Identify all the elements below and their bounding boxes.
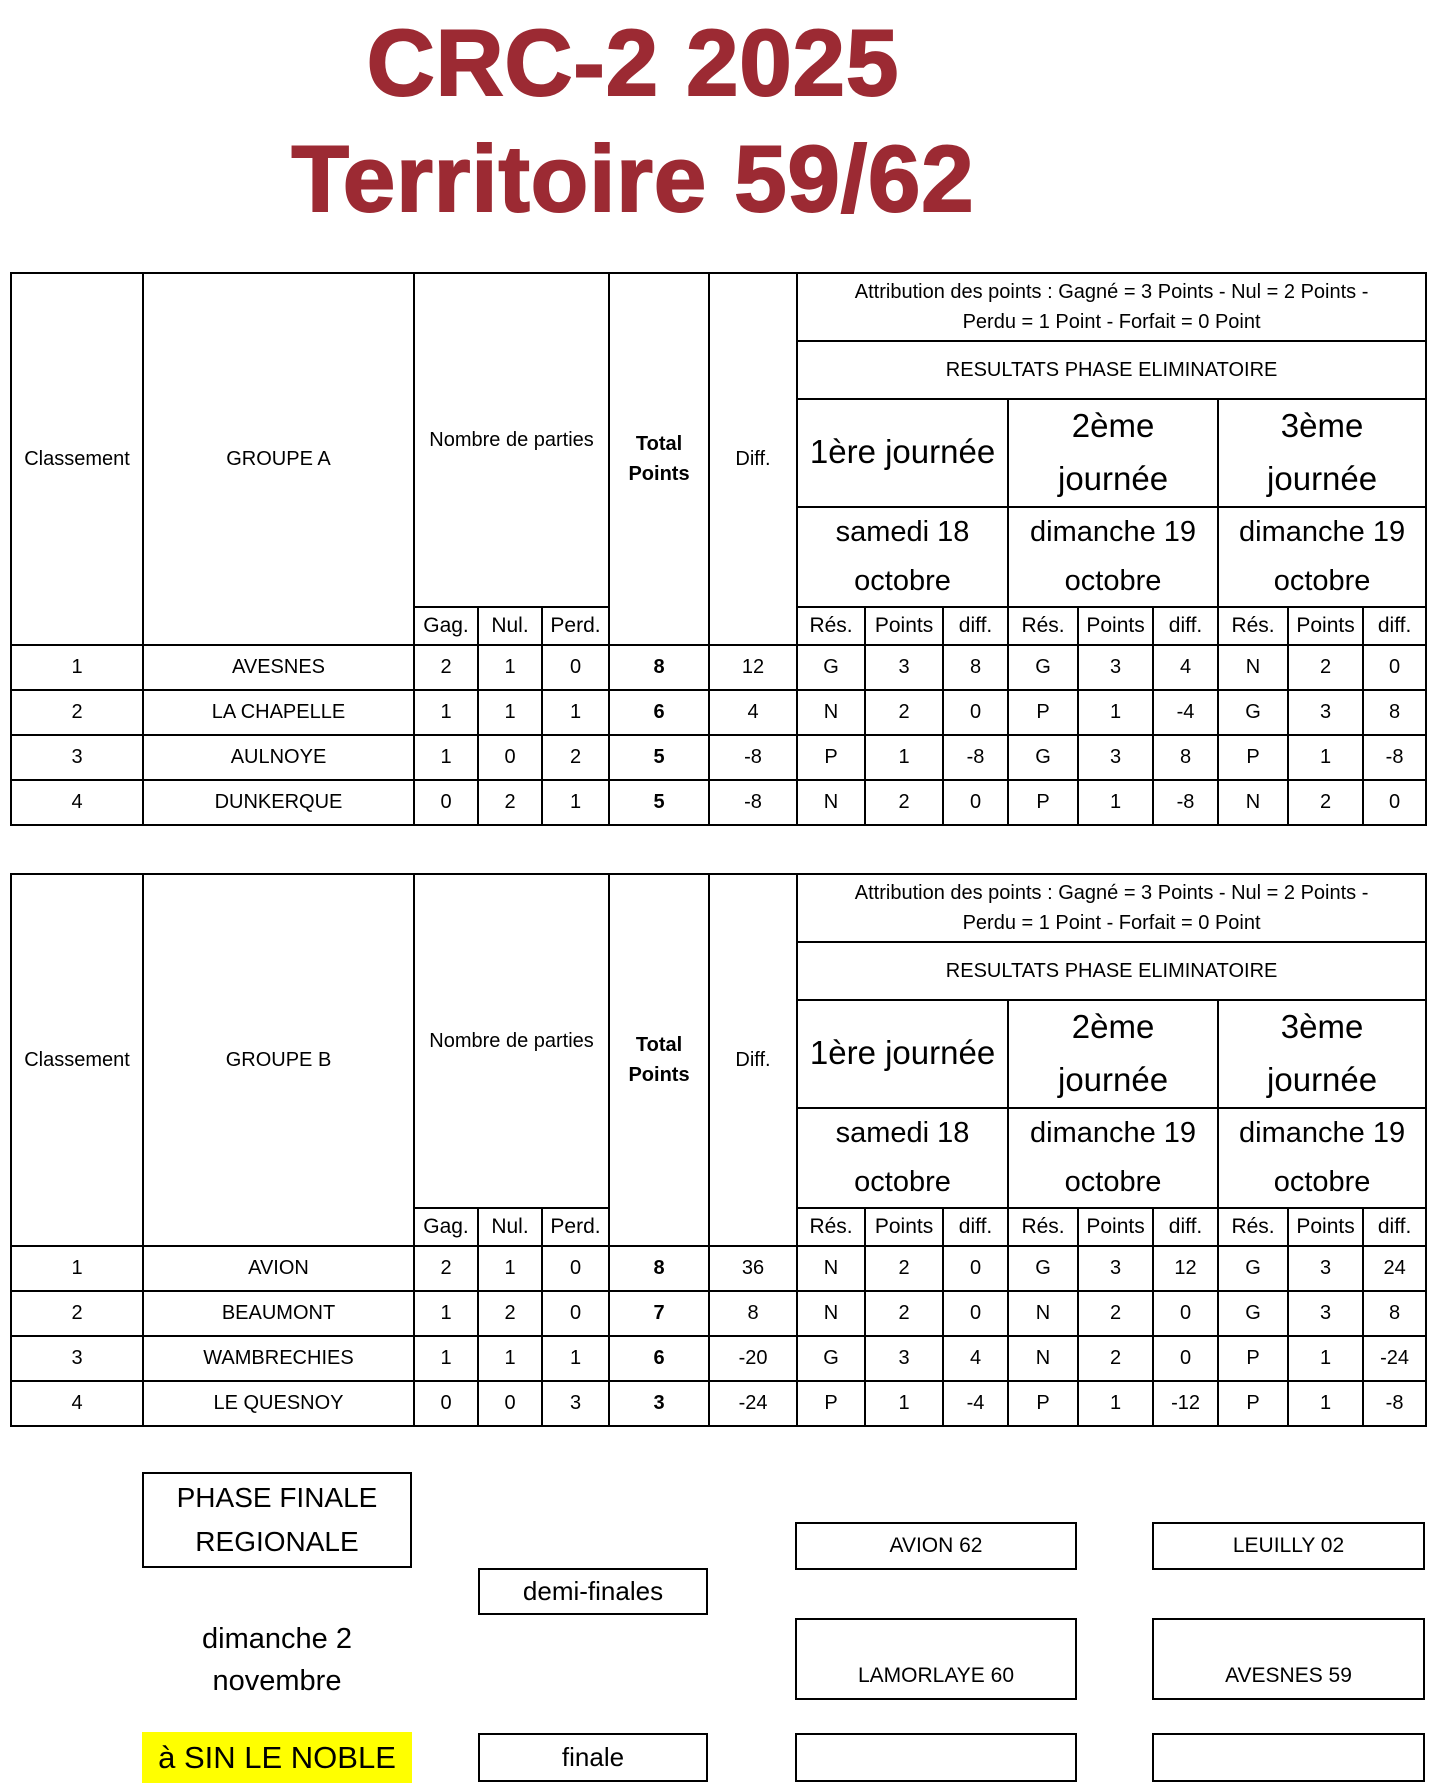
won-cell: 0 bbox=[414, 1381, 478, 1426]
j1-points-header: Points bbox=[865, 607, 943, 645]
j1-result-cell: P bbox=[797, 735, 865, 780]
perd-header: Perd. bbox=[542, 607, 609, 645]
resultats-header: RESULTATS PHASE ELIMINATOIRE bbox=[797, 341, 1426, 399]
j2-diff-cell: -12 bbox=[1153, 1381, 1218, 1426]
j2-res-header: Rés. bbox=[1008, 1208, 1078, 1246]
total-points-cell: 5 bbox=[609, 735, 709, 780]
rank-cell: 1 bbox=[11, 645, 143, 690]
attribution-line2: Perdu = 1 Point - Forfait = 0 Point bbox=[962, 912, 1261, 934]
j2-result-cell: N bbox=[1008, 1291, 1078, 1336]
j3-result-cell: P bbox=[1218, 735, 1288, 780]
semifinal-1-team-1-box: AVION 62 bbox=[795, 1522, 1077, 1570]
attribution-line1: Attribution des points : Gagné = 3 Points - Nul = 2 Points - bbox=[854, 882, 1369, 904]
j1-points-cell: 2 bbox=[865, 1291, 943, 1336]
resultats-header: RESULTATS PHASE ELIMINATOIRE bbox=[797, 942, 1426, 1000]
j1-points-cell: 2 bbox=[865, 780, 943, 825]
j1-result-cell: G bbox=[797, 645, 865, 690]
j3-diff-cell: 0 bbox=[1363, 780, 1426, 825]
group-a-label: GROUPE A bbox=[143, 273, 414, 645]
gag-header: Gag. bbox=[414, 607, 478, 645]
j2-points-cell: 1 bbox=[1078, 690, 1153, 735]
j3-res-header: Rés. bbox=[1218, 607, 1288, 645]
j3-points-cell: 3 bbox=[1288, 1291, 1363, 1336]
j3-points-cell: 2 bbox=[1288, 780, 1363, 825]
journee-1-date: samedi 18 octobre bbox=[797, 507, 1008, 608]
j1-result-cell: P bbox=[797, 1381, 865, 1426]
j2-points-cell: 3 bbox=[1078, 645, 1153, 690]
phase-finale-date: dimanche 2 novembre bbox=[202, 1623, 352, 1697]
draw-cell: 0 bbox=[478, 735, 542, 780]
total-points-cell: 6 bbox=[609, 1336, 709, 1381]
j2-result-cell: P bbox=[1008, 690, 1078, 735]
rank-cell: 3 bbox=[11, 735, 143, 780]
j2-result-cell: P bbox=[1008, 1381, 1078, 1426]
diff-cell: 36 bbox=[709, 1246, 797, 1291]
j2-result-cell: G bbox=[1008, 645, 1078, 690]
j1-points-cell: 2 bbox=[865, 1246, 943, 1291]
team-cell: AVESNES bbox=[143, 645, 414, 690]
j2-diff-header: diff. bbox=[1153, 1208, 1218, 1246]
won-cell: 1 bbox=[414, 1291, 478, 1336]
j1-diff-cell: -8 bbox=[943, 735, 1008, 780]
j1-result-cell: G bbox=[797, 1336, 865, 1381]
draw-cell: 1 bbox=[478, 645, 542, 690]
diff-header: Diff. bbox=[709, 874, 797, 1246]
j2-points-cell: 3 bbox=[1078, 1246, 1153, 1291]
j2-diff-cell: 0 bbox=[1153, 1336, 1218, 1381]
table-row bbox=[11, 690, 1426, 735]
draw-cell: 2 bbox=[478, 1291, 542, 1336]
j2-points-cell: 1 bbox=[1078, 780, 1153, 825]
diff-cell: 4 bbox=[709, 690, 797, 735]
won-cell: 1 bbox=[414, 1336, 478, 1381]
j1-diff-header: diff. bbox=[943, 607, 1008, 645]
j2-result-cell: G bbox=[1008, 735, 1078, 780]
j3-points-header: Points bbox=[1288, 607, 1363, 645]
j1-diff-cell: -4 bbox=[943, 1381, 1008, 1426]
phase-finale-title-box: PHASE FINALE REGIONALE bbox=[142, 1472, 412, 1568]
j2-points-cell: 2 bbox=[1078, 1336, 1153, 1381]
j3-result-cell: G bbox=[1218, 1291, 1288, 1336]
lost-cell: 1 bbox=[542, 690, 609, 735]
j3-diff-cell: 8 bbox=[1363, 690, 1426, 735]
j2-result-cell: G bbox=[1008, 1246, 1078, 1291]
j3-res-header: Rés. bbox=[1218, 1208, 1288, 1246]
table-row bbox=[11, 1246, 1426, 1291]
won-cell: 2 bbox=[414, 1246, 478, 1291]
journee-3-header: 3ème journée bbox=[1218, 1000, 1426, 1108]
j3-result-cell: N bbox=[1218, 645, 1288, 690]
finale-label-box: finale bbox=[478, 1733, 708, 1782]
j1-diff-cell: 0 bbox=[943, 1246, 1008, 1291]
finale-slot-2-box bbox=[1152, 1733, 1425, 1782]
j1-result-cell: N bbox=[797, 780, 865, 825]
attribution-header bbox=[797, 874, 1426, 942]
j2-points-cell: 3 bbox=[1078, 735, 1153, 780]
j2-points-header: Points bbox=[1078, 607, 1153, 645]
j2-result-cell: P bbox=[1008, 780, 1078, 825]
j3-points-cell: 1 bbox=[1288, 735, 1363, 780]
total-points-cell: 8 bbox=[609, 1246, 709, 1291]
draw-cell: 1 bbox=[478, 690, 542, 735]
table-row bbox=[11, 1381, 1426, 1426]
journee-1-date: samedi 18 octobre bbox=[797, 1108, 1008, 1209]
lost-cell: 1 bbox=[542, 1336, 609, 1381]
table-row bbox=[11, 735, 1426, 780]
j1-res-header: Rés. bbox=[797, 607, 865, 645]
j3-points-cell: 3 bbox=[1288, 690, 1363, 735]
j1-points-cell: 3 bbox=[865, 1336, 943, 1381]
nul-header: Nul. bbox=[478, 1208, 542, 1246]
j3-points-cell: 1 bbox=[1288, 1336, 1363, 1381]
j2-res-header: Rés. bbox=[1008, 607, 1078, 645]
j2-diff-header: diff. bbox=[1153, 607, 1218, 645]
j3-result-cell: P bbox=[1218, 1381, 1288, 1426]
team-cell: LE QUESNOY bbox=[143, 1381, 414, 1426]
j2-diff-cell: -4 bbox=[1153, 690, 1218, 735]
j2-points-cell: 2 bbox=[1078, 1291, 1153, 1336]
draw-cell: 0 bbox=[478, 1381, 542, 1426]
j3-points-cell: 3 bbox=[1288, 1246, 1363, 1291]
total-points-cell: 5 bbox=[609, 780, 709, 825]
classement-header: Classement bbox=[11, 273, 143, 645]
won-cell: 1 bbox=[414, 690, 478, 735]
total-points-cell: 6 bbox=[609, 690, 709, 735]
j3-diff-cell: 24 bbox=[1363, 1246, 1426, 1291]
j1-res-header: Rés. bbox=[797, 1208, 865, 1246]
team-cell: AULNOYE bbox=[143, 735, 414, 780]
team-cell: BEAUMONT bbox=[143, 1291, 414, 1336]
phase-finale-location-highlight: à SIN LE NOBLE bbox=[142, 1732, 412, 1783]
j3-diff-cell: 8 bbox=[1363, 1291, 1426, 1336]
diff-cell: 8 bbox=[709, 1291, 797, 1336]
semifinal-1-team-2-box: LAMORLAYE 60 bbox=[795, 1618, 1077, 1700]
semifinal-2-team-2-box: AVESNES 59 bbox=[1152, 1618, 1425, 1700]
lost-cell: 1 bbox=[542, 780, 609, 825]
team-cell: AVION bbox=[143, 1246, 414, 1291]
lost-cell: 3 bbox=[542, 1381, 609, 1426]
lost-cell: 0 bbox=[542, 1291, 609, 1336]
won-cell: 1 bbox=[414, 735, 478, 780]
j3-diff-cell: -8 bbox=[1363, 735, 1426, 780]
diff-cell: -24 bbox=[709, 1381, 797, 1426]
group-a-table bbox=[10, 272, 1427, 826]
team-cell: LA CHAPELLE bbox=[143, 690, 414, 735]
j2-diff-cell: -8 bbox=[1153, 780, 1218, 825]
rank-cell: 2 bbox=[11, 1291, 143, 1336]
table-row bbox=[11, 1336, 1426, 1381]
j1-result-cell: N bbox=[797, 1291, 865, 1336]
j1-points-header: Points bbox=[865, 1208, 943, 1246]
j1-points-cell: 1 bbox=[865, 735, 943, 780]
j3-diff-header: diff. bbox=[1363, 607, 1426, 645]
j2-diff-cell: 8 bbox=[1153, 735, 1218, 780]
rank-cell: 4 bbox=[11, 780, 143, 825]
j2-diff-cell: 12 bbox=[1153, 1246, 1218, 1291]
diff-cell: -8 bbox=[709, 735, 797, 780]
draw-cell: 1 bbox=[478, 1246, 542, 1291]
j3-points-cell: 2 bbox=[1288, 645, 1363, 690]
j1-diff-cell: 0 bbox=[943, 780, 1008, 825]
j3-diff-cell: -8 bbox=[1363, 1381, 1426, 1426]
attribution-line1: Attribution des points : Gagné = 3 Points - Nul = 2 Points - bbox=[854, 281, 1369, 303]
j1-diff-cell: 4 bbox=[943, 1336, 1008, 1381]
team-cell: DUNKERQUE bbox=[143, 780, 414, 825]
j3-diff-cell: 0 bbox=[1363, 645, 1426, 690]
lost-cell: 2 bbox=[542, 735, 609, 780]
diff-header: Diff. bbox=[709, 273, 797, 645]
group-b-label: GROUPE B bbox=[143, 874, 414, 1246]
journee-3-header: 3ème journée bbox=[1218, 399, 1426, 507]
total-points-cell: 3 bbox=[609, 1381, 709, 1426]
j3-points-cell: 1 bbox=[1288, 1381, 1363, 1426]
diff-cell: 12 bbox=[709, 645, 797, 690]
j1-result-cell: N bbox=[797, 1246, 865, 1291]
won-cell: 0 bbox=[414, 780, 478, 825]
total-points-cell: 8 bbox=[609, 645, 709, 690]
j2-diff-cell: 0 bbox=[1153, 1291, 1218, 1336]
rank-cell: 2 bbox=[11, 690, 143, 735]
j1-result-cell: N bbox=[797, 690, 865, 735]
draw-cell: 1 bbox=[478, 1336, 542, 1381]
table-row bbox=[11, 1291, 1426, 1336]
journee-2-date: dimanche 19 octobre bbox=[1008, 1108, 1218, 1209]
draw-cell: 2 bbox=[478, 780, 542, 825]
journee-1-header: 1ère journée bbox=[797, 1000, 1008, 1108]
gag-header: Gag. bbox=[414, 1208, 478, 1246]
table-row bbox=[11, 645, 1426, 690]
page-title-line1: CRC-2 2025 bbox=[366, 10, 900, 115]
nombre-parties-header: Nombre de parties bbox=[414, 273, 609, 607]
j1-diff-cell: 0 bbox=[943, 690, 1008, 735]
journee-1-header: 1ère journée bbox=[797, 399, 1008, 507]
classement-header: Classement bbox=[11, 874, 143, 1246]
j1-points-cell: 3 bbox=[865, 645, 943, 690]
j2-result-cell: N bbox=[1008, 1336, 1078, 1381]
j1-diff-cell: 8 bbox=[943, 645, 1008, 690]
journee-3-date: dimanche 19 octobre bbox=[1218, 1108, 1426, 1209]
j2-diff-cell: 4 bbox=[1153, 645, 1218, 690]
group-b-table bbox=[10, 873, 1427, 1427]
lost-cell: 0 bbox=[542, 1246, 609, 1291]
j3-result-cell: P bbox=[1218, 1336, 1288, 1381]
finale-slot-1-box bbox=[795, 1733, 1077, 1782]
table-row bbox=[11, 780, 1426, 825]
total-points-header: Total Points bbox=[609, 874, 709, 1246]
j3-result-cell: G bbox=[1218, 1246, 1288, 1291]
journee-2-header: 2ème journée bbox=[1008, 399, 1218, 507]
rank-cell: 4 bbox=[11, 1381, 143, 1426]
nul-header: Nul. bbox=[478, 607, 542, 645]
j3-diff-header: diff. bbox=[1363, 1208, 1426, 1246]
j3-result-cell: N bbox=[1218, 780, 1288, 825]
j1-diff-cell: 0 bbox=[943, 1291, 1008, 1336]
j3-result-cell: G bbox=[1218, 690, 1288, 735]
lost-cell: 0 bbox=[542, 645, 609, 690]
j2-points-header: Points bbox=[1078, 1208, 1153, 1246]
j1-points-cell: 2 bbox=[865, 690, 943, 735]
nombre-parties-header: Nombre de parties bbox=[414, 874, 609, 1208]
j3-diff-cell: -24 bbox=[1363, 1336, 1426, 1381]
attribution-header bbox=[797, 273, 1426, 341]
journee-3-date: dimanche 19 octobre bbox=[1218, 507, 1426, 608]
rank-cell: 1 bbox=[11, 1246, 143, 1291]
diff-cell: -20 bbox=[709, 1336, 797, 1381]
total-points-header: Total Points bbox=[609, 273, 709, 645]
journee-2-header: 2ème journée bbox=[1008, 1000, 1218, 1108]
semifinal-2-team-1-box: LEUILLY 02 bbox=[1152, 1522, 1425, 1570]
attribution-line2: Perdu = 1 Point - Forfait = 0 Point bbox=[962, 311, 1261, 333]
j3-points-header: Points bbox=[1288, 1208, 1363, 1246]
journee-2-date: dimanche 19 octobre bbox=[1008, 507, 1218, 608]
j2-points-cell: 1 bbox=[1078, 1381, 1153, 1426]
rank-cell: 3 bbox=[11, 1336, 143, 1381]
total-points-cell: 7 bbox=[609, 1291, 709, 1336]
j1-points-cell: 1 bbox=[865, 1381, 943, 1426]
page-title-line2: Territoire 59/62 bbox=[291, 126, 975, 231]
won-cell: 2 bbox=[414, 645, 478, 690]
demi-finales-label-box: demi-finales bbox=[478, 1568, 708, 1615]
diff-cell: -8 bbox=[709, 780, 797, 825]
j1-diff-header: diff. bbox=[943, 1208, 1008, 1246]
perd-header: Perd. bbox=[542, 1208, 609, 1246]
team-cell: WAMBRECHIES bbox=[143, 1336, 414, 1381]
